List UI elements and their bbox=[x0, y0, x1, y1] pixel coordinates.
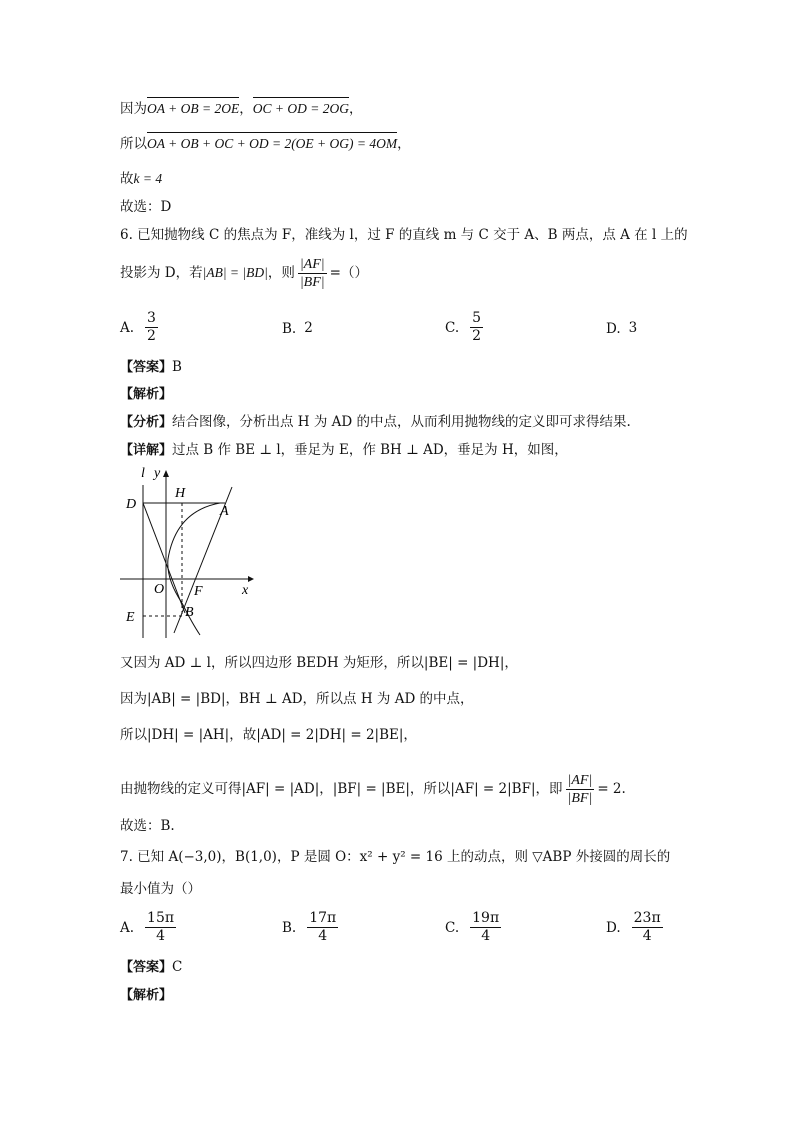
label-y: y bbox=[154, 466, 161, 481]
parabola-curve bbox=[168, 503, 220, 635]
option-label: C. bbox=[445, 919, 460, 936]
y-axis-arrow bbox=[163, 470, 169, 477]
q7-answer bbox=[120, 958, 182, 977]
frac-den: 2 bbox=[472, 328, 482, 344]
q6-analysis-heading bbox=[120, 385, 172, 404]
solution-line-k bbox=[120, 170, 162, 188]
label-H: H bbox=[175, 486, 186, 501]
q6-final-choice: 故选：B. bbox=[120, 818, 175, 834]
option-fraction bbox=[145, 910, 176, 945]
q6-answer bbox=[120, 358, 182, 377]
option-fraction bbox=[145, 310, 158, 345]
previous-answer-choice: 故选：D bbox=[120, 199, 172, 215]
analysis-tag: 【解析】 bbox=[120, 988, 173, 1003]
q6-stem-line-2 bbox=[120, 256, 368, 291]
option-label: A. bbox=[120, 919, 135, 936]
answer-tag: 【答案】 bbox=[120, 360, 173, 375]
option-value: 2 bbox=[304, 320, 313, 336]
option-fraction bbox=[632, 910, 663, 945]
vector-equation-1: OA + OB = 2OE bbox=[147, 101, 240, 116]
frac-den: 4 bbox=[318, 928, 328, 944]
option-fraction bbox=[470, 310, 483, 345]
xiangjie-text: 过点 B 作 BE ⊥ l，垂足为 E，作 BH ⊥ AD，垂足为 H，如图， bbox=[172, 442, 568, 458]
q7-option-c bbox=[445, 910, 504, 945]
option-label: B. bbox=[282, 320, 297, 337]
k-value: k = 4 bbox=[133, 171, 163, 186]
q6-condition: |AB| = |BD| bbox=[202, 265, 268, 280]
q6-step-4-result: = 2. bbox=[597, 781, 626, 797]
q6-fraction bbox=[298, 256, 327, 291]
fenxi-tag: 【分析】 bbox=[120, 415, 173, 430]
q7-option-d bbox=[606, 910, 666, 945]
q7-analysis-heading bbox=[120, 986, 172, 1005]
label-x: x bbox=[242, 583, 249, 598]
label-B: B bbox=[185, 605, 194, 620]
vector-equation-3: OA + OB + OC + OD = 2(OE + OG) = 4OM bbox=[147, 136, 398, 151]
solution-line-vectors-2 bbox=[120, 135, 411, 153]
frac-num: 3 bbox=[147, 310, 156, 326]
option-label: D. bbox=[606, 919, 621, 936]
q7-option-b bbox=[282, 910, 341, 945]
q6-stem-text: 投影为 D，若 bbox=[120, 265, 203, 281]
q7-stem-line-2: 最小值为（） bbox=[120, 881, 201, 897]
frac-den: |BF| bbox=[567, 791, 593, 806]
q6-step-3: 所以|DH| = |AH|，故|AD| = 2|DH| = 2|BE|， bbox=[120, 727, 417, 743]
frac-num: 15π bbox=[147, 910, 175, 926]
option-fraction bbox=[307, 910, 338, 945]
q6-fraction-denominator: |BF| bbox=[299, 275, 325, 290]
label-l: l bbox=[141, 466, 145, 481]
text-so: 故 bbox=[120, 171, 134, 187]
frac-den: 4 bbox=[481, 928, 491, 944]
q6-option-a bbox=[120, 310, 161, 345]
q7-stem-line-1: 7. 已知 A(−3,0)，B(1,0)，P 是圆 O：x² + y² = 16 上的动点，则 ▽ABP 外接圆的周长的 bbox=[120, 849, 671, 865]
solution-line-vectors-1 bbox=[120, 100, 362, 118]
label-F: F bbox=[194, 584, 203, 599]
analysis-tag: 【解析】 bbox=[120, 387, 173, 402]
option-value: 3 bbox=[628, 320, 638, 336]
frac-num: 5 bbox=[472, 310, 482, 326]
q6-option-c bbox=[445, 310, 486, 345]
q6-stem-text-2: ，则 bbox=[267, 265, 295, 281]
xiangjie-tag: 【详解】 bbox=[120, 443, 173, 458]
q6-option-b bbox=[282, 320, 313, 337]
q6-fenxi bbox=[120, 413, 631, 432]
frac-num: 17π bbox=[309, 910, 337, 926]
frac-den: 2 bbox=[147, 328, 156, 344]
q6-step-4-text: 由抛物线的定义可得|AF| = |AD|，|BF| = |BE|，所以|AF| = 2|BF|，即 bbox=[120, 781, 563, 797]
q6-step-2: 因为|AB| = |BD|，BH ⊥ AD，所以点 H 为 AD 的中点， bbox=[120, 691, 474, 707]
x-axis-arrow bbox=[248, 576, 254, 582]
frac-num: 19π bbox=[472, 910, 500, 926]
q6-stem-blank: =（） bbox=[329, 265, 368, 281]
label-A: A bbox=[220, 504, 229, 519]
q6-step-4-fraction bbox=[566, 772, 595, 807]
answer-tag: 【答案】 bbox=[120, 960, 173, 975]
q6-option-d bbox=[606, 320, 637, 337]
label-D: D bbox=[126, 497, 137, 512]
q7-option-a bbox=[120, 910, 179, 945]
label-E: E bbox=[126, 610, 135, 625]
frac-den: 4 bbox=[642, 928, 652, 944]
fenxi-text: 结合图像，分析出点 H 为 AD 的中点，从而利用抛物线的定义即可求得结果. bbox=[172, 414, 631, 430]
frac-num: |AF| bbox=[567, 773, 593, 788]
frac-num: 23π bbox=[633, 910, 661, 926]
q6-step-1: 又因为 AD ⊥ l，所以四边形 BEDH 为矩形，所以|BE| = |DH|， bbox=[120, 655, 518, 671]
option-label: C. bbox=[445, 319, 460, 336]
comma: ， bbox=[348, 101, 363, 117]
frac-den: 4 bbox=[156, 928, 166, 944]
option-label: D. bbox=[606, 320, 621, 337]
parabola-figure bbox=[120, 463, 260, 643]
option-label: A. bbox=[120, 319, 135, 336]
comma: ， bbox=[397, 136, 411, 152]
answer-value: B bbox=[172, 359, 182, 375]
text-therefore: 所以 bbox=[120, 136, 147, 152]
option-label: B. bbox=[282, 919, 297, 936]
answer-value: C bbox=[172, 959, 183, 975]
vector-equation-2: OC + OD = 2OG bbox=[252, 101, 349, 116]
q6-step-4 bbox=[120, 772, 626, 807]
q6-fraction-numerator: |AF| bbox=[299, 257, 325, 272]
q6-xiangjie bbox=[120, 441, 568, 460]
comma: ， bbox=[239, 101, 253, 117]
q6-stem-line-1: 6. 已知抛物线 C 的焦点为 F，准线为 l，过 F 的直线 m 与 C 交于 A、B 两点，点 A 在 l 上的 bbox=[120, 227, 688, 243]
label-O: O bbox=[154, 582, 165, 597]
option-fraction bbox=[470, 910, 501, 945]
text-because: 因为 bbox=[120, 101, 147, 117]
